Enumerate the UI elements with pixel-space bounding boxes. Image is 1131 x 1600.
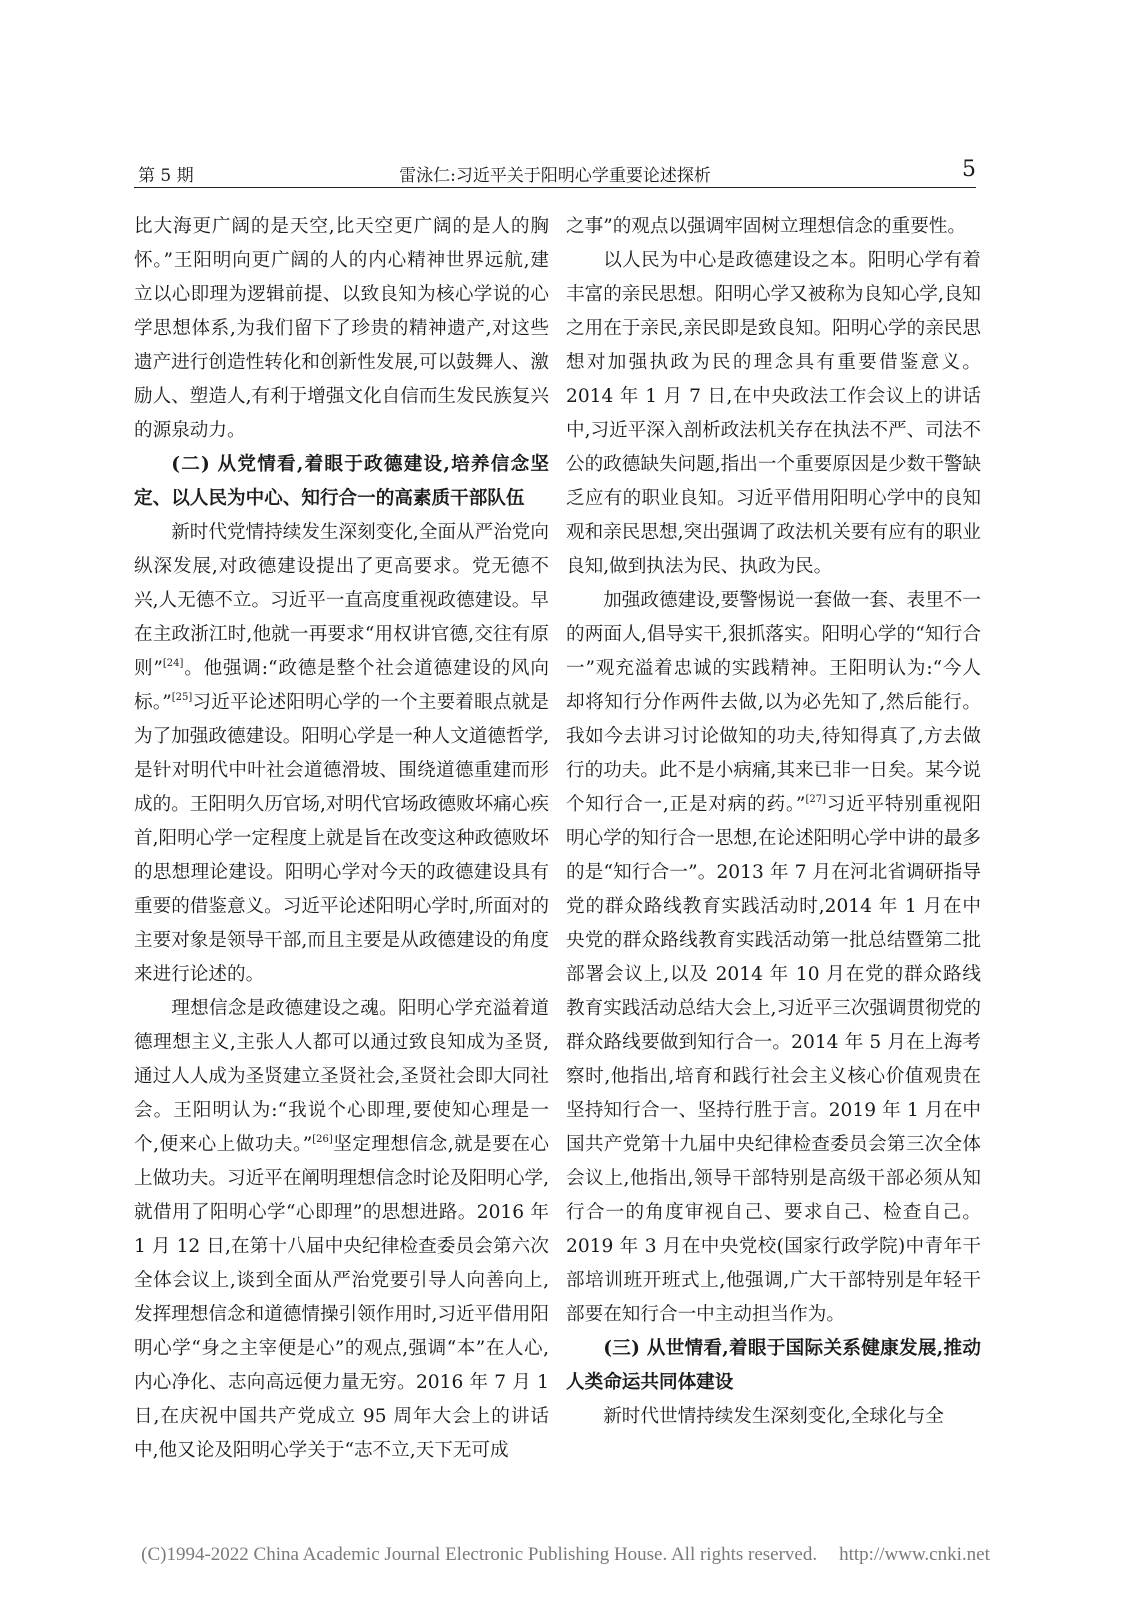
- running-header: [134, 157, 976, 188]
- paragraph: 以人民为中心是政德建设之本。阳明心学有着丰富的亲民思想。阳明心学又被称为良知心学,良知之用在于亲民,亲民即是致良知。阳明心学的亲民思想对加强执政为民的理念具有重要借鉴意义。2014 年 1 月 7 日,在中央政法工作会议上的讲话中,习近平深入剖析政法机关存在执法不严、司法不公的政德缺失问题,指出一个重要原因是少数干警缺乏应有的职业良知。习近平借用阳明心学中的良知观和亲民思想,突出强调了政法机关要有应有的职业良知,做到执法为民、执政为民。: [566, 250, 981, 577]
- paragraph: 理想信念是政德建设之魂。阳明心学充溢着道德理想主义,主张人人都可以通过致良知成为圣贤,通过人人成为圣贤建立圣贤社会,圣贤社会即大同社会。王阳明认为:“我说个心即理,要使知心理是一个,便来心上做功夫。”[26]坚定理想信念,就是要在心上做功夫。习近平在阐明理想信念时论及阳明心学,就借用了阳明心学“心即理”的思想进路。2016 年 1 月 12 日,在第十八届中央纪律检查委员会第六次全体会议上,谈到全面从严治党要引导人向善向上,发挥理想信念和道德情操引领作用时,习近平借用阳明心学“身之主宰便是心”的观点,强调“本”在人心,内心净化、志向高远便力量无穷。2016 年 7 月 1 日,在庆祝中国共产党成立 95 周年大会上的讲话中,他又论及阳明心学关于“志不立,天下无可成: [134, 998, 549, 1461]
- paragraph: 比大海更广阔的是天空,比天空更广阔的是人的胸怀。”王阳明向更广阔的人的内心精神世界远航,建立以心即理为逻辑前提、以致良知为核心学说的心学思想体系,为我们留下了珍贵的精神遗产,对这些遗产进行创造性转化和创新性发展,可以鼓舞人、激励人、塑造人,有利于增强文化自信而生发民族复兴的源泉动力。: [134, 216, 549, 441]
- page-number: 5: [962, 157, 976, 182]
- citation-ref[interactable]: [24]: [162, 658, 184, 669]
- right-column: [566, 210, 981, 1427]
- copyright-text: (C)1994-2022 China Academic Journal Electronic Publishing House. All rights reserved.: [141, 1544, 818, 1565]
- article-title: 雷泳仁:习近平关于阳明心学重要论述探析: [399, 166, 711, 186]
- left-column: [134, 210, 549, 1461]
- section-heading: (三) 从世情看,着眼于国际关系健康发展,推动人类命运共同体建设: [566, 1338, 981, 1393]
- paragraph: 之事”的观点以强调牢固树立理想信念的重要性。: [566, 216, 966, 237]
- paragraph: 新时代世情持续发生深刻变化,全球化与全: [603, 1406, 944, 1427]
- paragraph: 新时代党情持续发生深刻变化,全面从严治党向纵深发展,对政德建设提出了更高要求。党无德不兴,人无德不立。习近平一直高度重视政德建设。早在主政浙江时,他就一再要求“用权讲官德,交往有原则”[24]。他强调:“政德是整个社会道德建设的风向标。”[25]习近平论述阳明心学的一个主要着眼点就是为了加强政德建设。阳明心学是一种人文道德哲学,是针对明代中叶社会道德滑坡、围绕道德重建而形成的。王阳明久历官场,对明代官场政德败坏痛心疾首,阳明心学一定程度上就是旨在改变这种政德败坏的思想理论建设。阳明心学对今天的政德建设具有重要的借鉴意义。习近平论述阳明心学时,所面对的主要对象是领导干部,而且主要是从政德建设的角度来进行论述的。: [134, 522, 549, 985]
- citation-ref[interactable]: [27]: [805, 794, 826, 805]
- paragraph: 加强政德建设,要警惕说一套做一套、表里不一的两面人,倡导实干,狠抓落实。阳明心学的“知行合一”观充溢着忠诚的实践精神。王阳明认为:“今人却将知行分作两件去做,以为必先知了,然后能行。我如今去讲习讨论做知的功夫,待知得真了,方去做行的功夫。此不是小病痛,其来已非一日矣。某今说个知行合一,正是对病的药。”[27]习近平特别重视阳明心学的知行合一思想,在论述阳明心学中讲的最多的是“知行合一”。2013 年 7 月在河北省调研指导党的群众路线教育实践活动时,2014 年 1 月在中央党的群众路线教育实践活动第一批总结暨第二批部署会议上,以及 2014 年 10 月在党的群众路线教育实践活动总结大会上,习近平三次强调贯彻党的群众路线要做到知行合一。2014 年 5 月在上海考察时,他指出,培育和践行社会主义核心价值观贵在坚持知行合一、坚持行胜于言。2019 年 1 月在中国共产党第十九届中央纪律检查委员会第三次全体会议上,他指出,领导干部特别是高级干部必须从知行合一的角度审视自己、要求自己、检查自己。2019 年 3 月在中央党校(国家行政学院)中青年干部培训班开班式上,他强调,广大干部特别是年轻干部要在知行合一中主动担当作为。: [566, 590, 981, 1325]
- citation-ref[interactable]: [25]: [171, 692, 193, 703]
- copyright-footer: [0, 1544, 1131, 1566]
- section-heading: (二) 从党情看,着眼于政德建设,培养信念坚定、以人民为中心、知行合一的高素质干部队伍: [134, 454, 549, 509]
- citation-ref[interactable]: [26]: [312, 1134, 333, 1145]
- issue-number: 第 5 期: [138, 166, 194, 186]
- footer-url[interactable]: http://www.cnki.net: [839, 1544, 990, 1565]
